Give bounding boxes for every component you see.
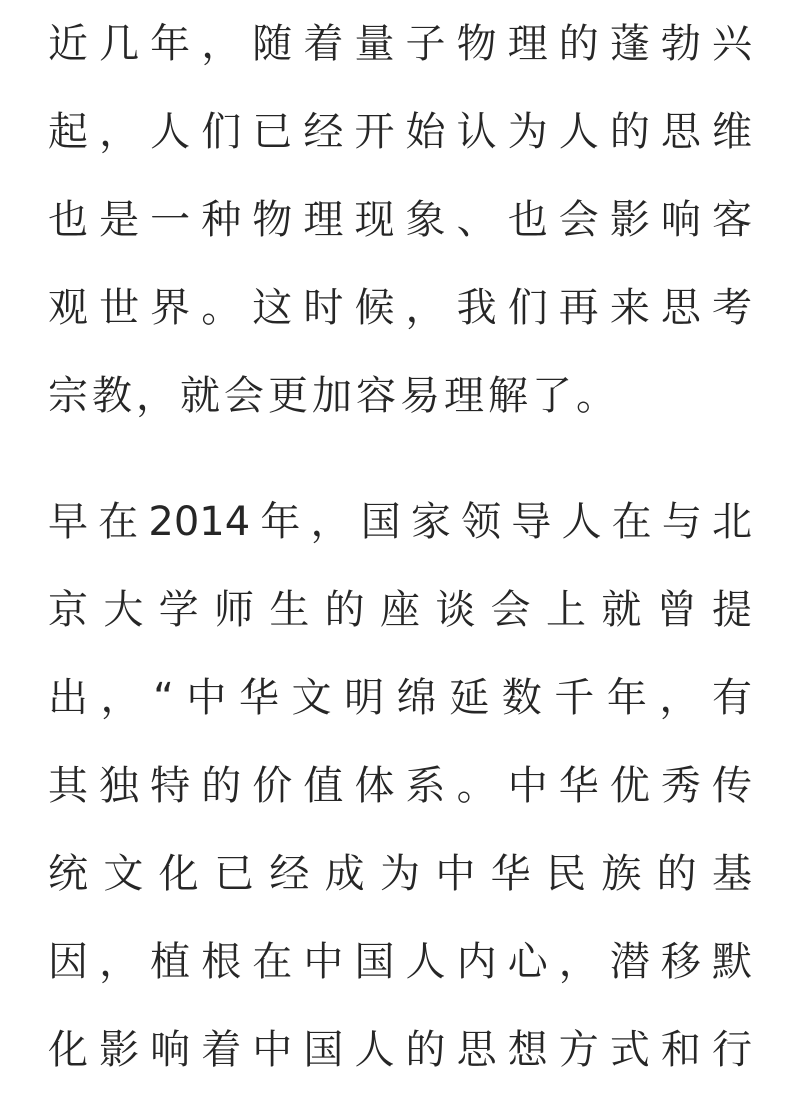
text-line: 也是一种物理现象、也会影响客 [48,197,752,243]
text-line: 近几年，随着量子物理的蓬勃兴 [48,21,752,67]
text-line: 出，“中华文明绵延数千年，有 [48,675,752,721]
text-line: 京大学师生的座谈会上就曾提 [48,587,752,633]
text-line: 观世界。这时候，我们再来思考 [48,285,752,331]
text-line: 统文化已经成为中华民族的基 [48,851,752,897]
text-line: 因，植根在中国人内心，潜移默 [48,939,752,985]
text-line: 早在2014年，国家领导人在与北 [48,499,752,545]
text-line: 宗教，就会更加容易理解了。 [48,373,620,419]
text-line: 其独特的价值体系。中华优秀传 [48,763,752,809]
paragraph-quantum-physics [48,0,752,440]
paragraph-2014-symposium [48,478,752,1094]
text-line: 起，人们已经开始认为人的思维 [48,109,752,155]
text-line: 化影响着中国人的思想方式和行 [48,1027,752,1073]
